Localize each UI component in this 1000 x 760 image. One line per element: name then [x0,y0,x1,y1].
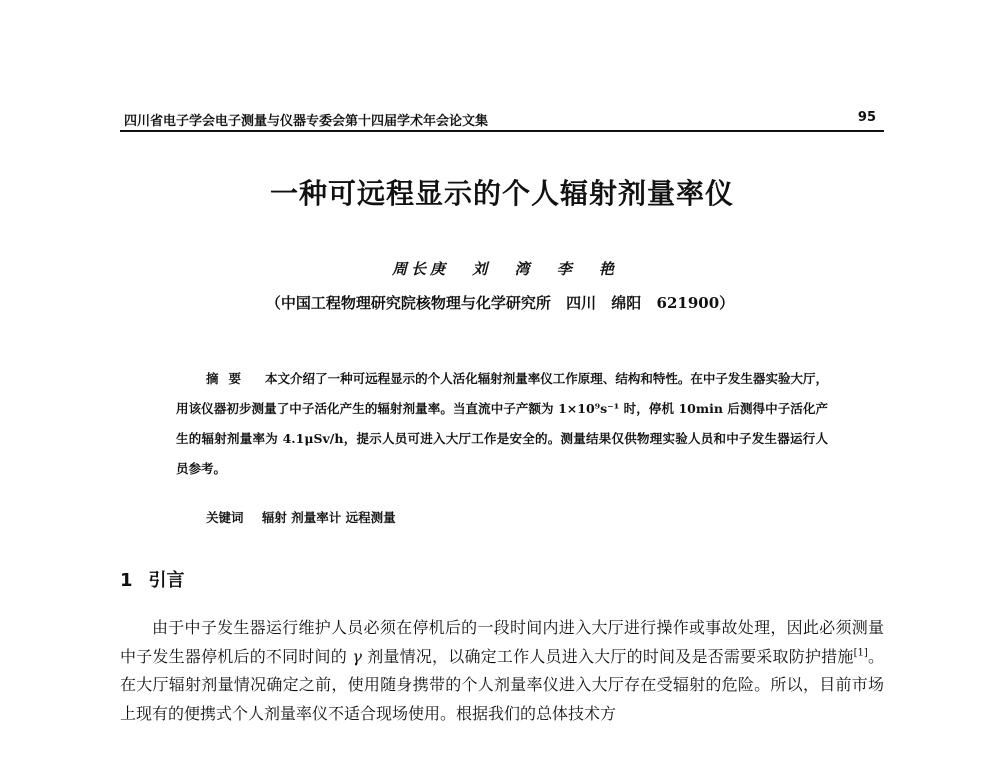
gamma-symbol: γ [352,646,362,666]
abstract-text: 本文介绍了一种可远程显示的个人活化辐射剂量率仪工作原理、结构和特性。在中子发生器实验大厅，用该仪器初步测量了中子活化产生的辐射剂量率。当直流中子产额为 1×10⁹s⁻¹ 时，停机 10min 后测得中子活化产生的辐射剂量率为 4.1μSv/h，提示人员可进入大厅工作是安全的。测量结果仅供物理实验人员和中子发生器运行人员参考。 [176,371,828,476]
abstract-block [176,364,828,484]
paper-affiliation: （中国工程物理研究院核物理与化学研究所 四川 绵阳 621900） [265,294,735,312]
body-paragraph [120,614,884,728]
paragraph-text-1: 由于中子发生器运行维护人员必须在停机后的一段时间内进入大厅进行操作或事故处理，因此必须测量中子发生器停机后的不同时间的 [120,618,884,666]
abstract-label: 摘要 [206,371,252,386]
section-heading [120,566,185,592]
keywords-label: 关键词 [206,510,244,525]
section-title: 引言 [148,570,185,591]
paragraph-text-3: 。在大厅辐射剂量情况确定之前，使用随身携带的个人剂量率仪进入大厅存在受辐射的危险。所以，目前市场上现有的便携式个人剂量率仪不适合现场使用。根据我们的总体技术方 [120,646,884,723]
keywords-text: 辐射 剂量率计 远程测量 [261,510,396,525]
journal-name: 四川省电子学会电子测量与仪器专委会第十四届学术年会论文集 [124,114,489,129]
paper-authors: 周长庚 刘 湾 李 艳 [392,260,618,278]
keywords-block [206,508,396,526]
citation-ref: [1] [853,647,868,659]
paper-title: 一种可远程显示的个人辐射剂量率仪 [269,177,734,210]
section-number: 1 [120,570,133,591]
paragraph-text-2: 剂量情况，以确定工作人员进入大厅的时间及是否需要采取防护措施 [367,646,854,666]
page-number: 95 [857,110,876,125]
running-header [120,108,884,132]
